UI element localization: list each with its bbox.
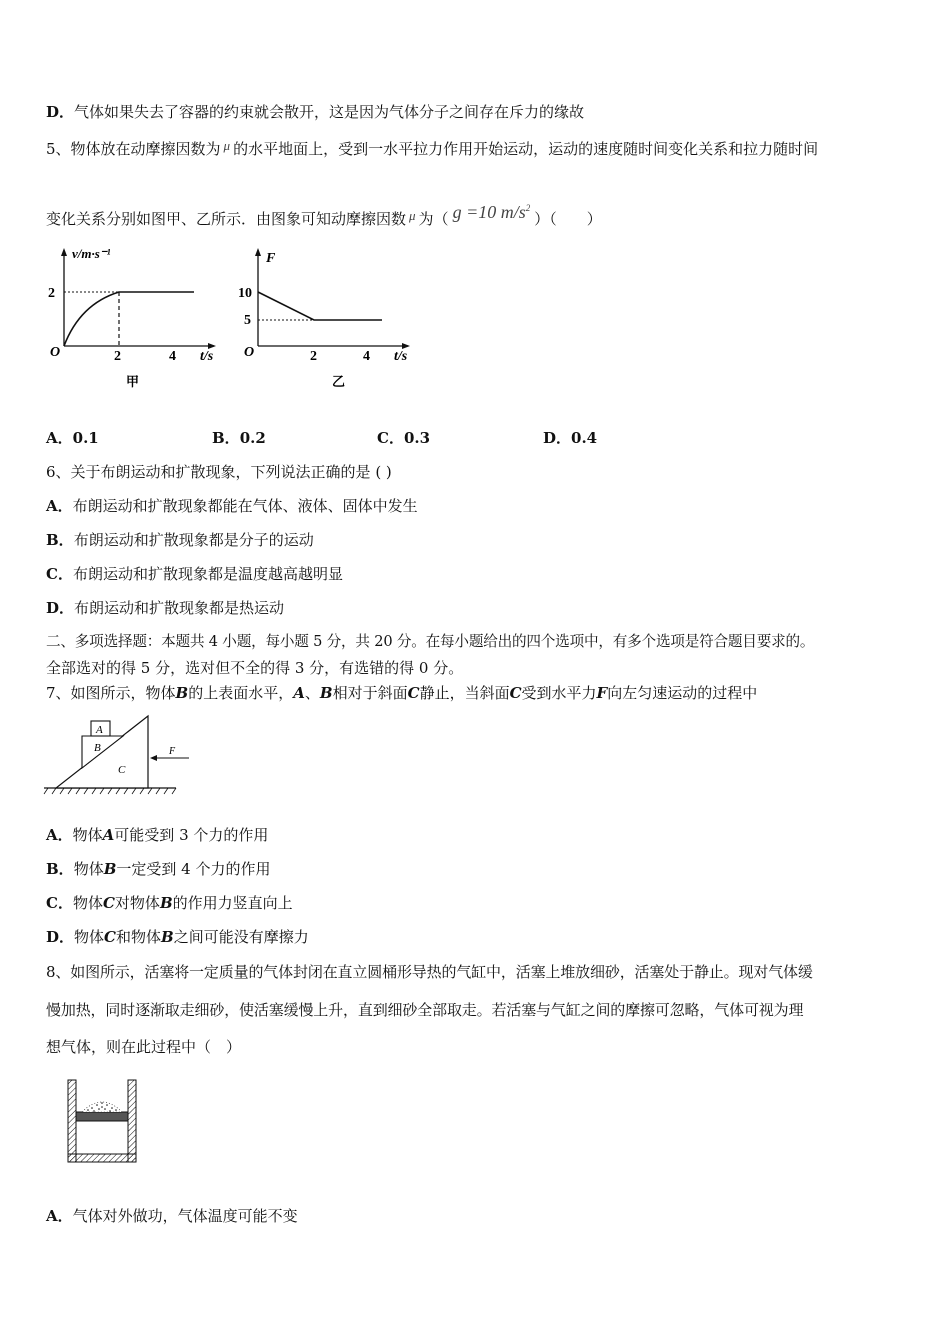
x-tick-label: 2 (310, 349, 317, 364)
option-text: 0.4 (571, 429, 598, 447)
stem-text: 变化关系分别如图甲、乙所示．由图象可知动摩擦因数 (46, 210, 407, 228)
q6-option-b[interactable] (46, 530, 314, 550)
q5-stem-line1 (46, 136, 818, 159)
stem-text: 5、物体放在动摩擦因数为 (46, 140, 221, 158)
option-text: 布朗运动和扩散现象都是温度越高越明显 (72, 565, 343, 583)
q5-option-b[interactable] (212, 428, 266, 448)
incline-figure (44, 714, 194, 799)
q8-stem-line2: 慢加热，同时逐渐取走细砂，使活塞缓慢上升，直到细砂全部取走。若活塞与气缸之间的摩擦可忽略，气体可视为理 (46, 1001, 804, 1019)
q7-option-b[interactable]: B．物体B一定受到 4 个力的作用 (46, 860, 271, 878)
option-text: 布朗运动和扩散现象都是热运动 (74, 599, 285, 617)
option-text: 0.1 (72, 429, 99, 447)
velocity-curve (64, 292, 194, 346)
force-curve (258, 292, 382, 320)
option-text: 布朗运动和扩散现象都能在气体、液体、固体中发生 (72, 497, 418, 515)
q7-option-c[interactable]: C．物体C对物体B的作用力竖直向上 (46, 894, 293, 912)
stem-text: ）（ ） (534, 210, 602, 228)
mu-symbol: μ (223, 138, 231, 153)
option-text: 0.3 (403, 429, 431, 447)
option-label: C． (377, 429, 404, 447)
q6-stem: 6、关于布朗运动和扩散现象，下列说法正确的是 ( ) (46, 463, 392, 481)
label-a: A (96, 724, 103, 736)
stem-text: 的水平地面上，受到一水平拉力作用开始运动，运动的速度随时间变化关系和拉力随时间 (233, 140, 819, 158)
q7-option-d[interactable]: D．物体C和物体B之间可能没有摩擦力 (46, 928, 309, 946)
x-axis-label: t/s (200, 349, 214, 364)
x-tick-label: 4 (363, 349, 370, 364)
q7-option-a[interactable]: A．物体A可能受到 3 个力的作用 (46, 826, 269, 844)
y-tick-label: 2 (48, 286, 55, 301)
y-tick-label: 5 (244, 313, 251, 328)
section2-instructions-line2: 全部选对的得 5 分，选对但不全的得 3 分，有选错的得 0 分。 (46, 659, 464, 677)
x-axis-label: t/s (394, 349, 408, 364)
force-time-graph (238, 246, 408, 396)
option-label: C． (46, 565, 73, 583)
q7-stem: 7、如图所示，物体B的上表面水平，A、B相对于斜面C静止，当斜面C受到水平力F向左匀速运动的过程中 (46, 684, 758, 702)
q6-option-a[interactable] (46, 496, 418, 516)
x-tick-label: 4 (169, 349, 176, 364)
option-text: 布朗运动和扩散现象都是分子的运动 (73, 531, 314, 549)
option-label: B． (212, 429, 240, 447)
option-label: D． (543, 429, 572, 447)
graph-caption: 乙 (332, 374, 346, 389)
option-label: D． (46, 599, 75, 617)
q8-stem-line1: 8、如图所示，活塞将一定质量的气体封闭在直立圆桶形导热的气缸中，活塞上堆放细砂，活塞处于静止。现对气体缓 (46, 963, 813, 981)
option-label: B． (46, 531, 74, 549)
stem-text: 为（ (418, 210, 449, 228)
q5-stem-line2 (46, 198, 602, 229)
piston (76, 1112, 128, 1121)
x-tick-label: 2 (114, 349, 121, 364)
q8-stem-line3: 想气体，则在此过程中（ ） (46, 1038, 242, 1056)
option-label: A． (46, 1207, 73, 1225)
option-label: A． (46, 429, 73, 447)
label-f: F (169, 746, 176, 757)
q4-option-d[interactable] (46, 102, 584, 122)
mu-symbol: μ (409, 208, 416, 223)
origin-label: O (244, 345, 255, 360)
label-c: C (118, 764, 126, 776)
option-label: D． (46, 103, 75, 121)
option-text: 气体对外做功，气体温度可能不变 (72, 1207, 298, 1225)
q5-option-d[interactable] (543, 428, 597, 448)
option-label: A． (46, 497, 73, 515)
q5-option-a[interactable] (46, 428, 99, 448)
label-b: B (94, 742, 101, 754)
q6-option-c[interactable] (46, 564, 343, 584)
origin-label: O (50, 345, 61, 360)
y-axis-label: v/m·s⁻¹ (72, 246, 111, 261)
y-axis-label: F (266, 251, 276, 266)
option-text: 0.2 (239, 429, 266, 447)
velocity-time-graph (44, 246, 214, 396)
gravity-formula: g =10 $m/s^2$ (452, 202, 531, 222)
q5-option-c[interactable] (377, 428, 430, 448)
option-text: 气体如果失去了容器的约束就会散开，这是因为气体分子之间存在斥力的缘故 (74, 103, 585, 121)
y-tick-label: 10 (238, 286, 252, 301)
graph-caption: 甲 (126, 374, 140, 389)
q8-option-a[interactable] (46, 1206, 298, 1226)
cylinder-figure (68, 1078, 138, 1164)
q6-option-d[interactable] (46, 598, 284, 618)
section2-instructions-line1: 二、多项选择题：本题共 4 小题，每小题 5 分，共 20 分。在每小题给出的四个选项中，有多个选项是符合题目要求的。 (46, 633, 815, 650)
